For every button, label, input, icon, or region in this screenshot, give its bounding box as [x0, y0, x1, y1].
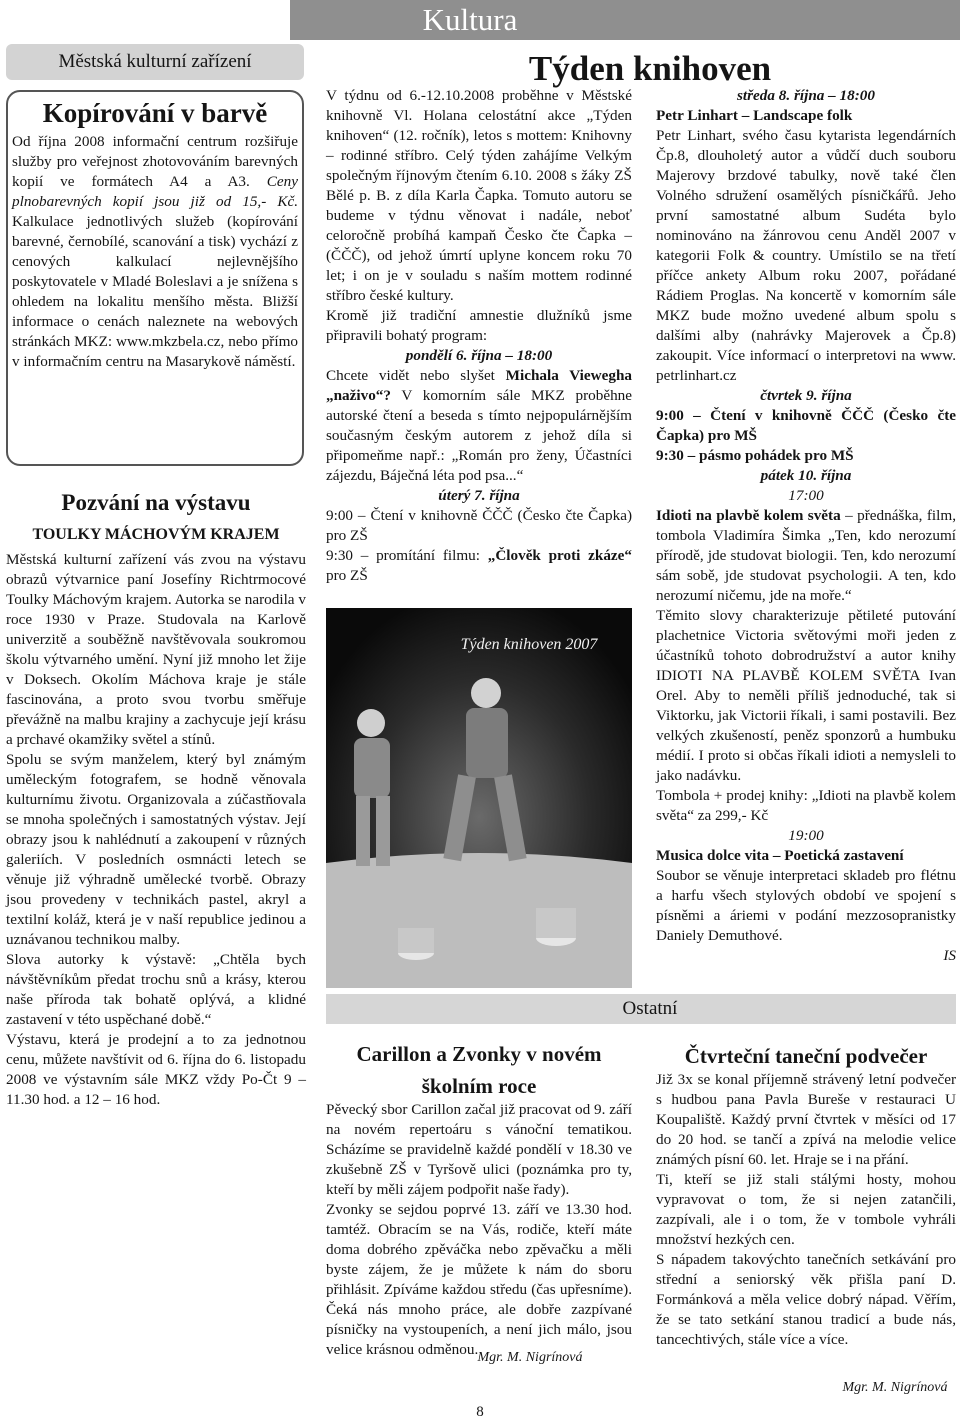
tyden-friday-time: 17:00 — [788, 487, 824, 504]
tyden-program-intro: Kromě již tradiční amnestie dlužníků jsme připravili bohatý program: — [326, 307, 632, 344]
tyden-monday-a: Chcete vidět nebo slyšet — [326, 367, 495, 384]
pozvani-p4: Výstavu, která je prodejní a to za jednotnou cenu, můžete navštívit od 6. října do 6. listopadu 2008 ve výstavním sále MKZ vždy Po-Čt 9 – 11.30 hod. a 12 – 16 hod. — [6, 1031, 306, 1108]
tyden-tuesday-film: „Člověk proti zkáze“ — [487, 547, 632, 564]
tyden-friday-text — [656, 506, 956, 606]
kopirovani-body — [12, 132, 298, 372]
tyden-monday-heading: pondělí 6. října – 18:00 — [405, 347, 553, 364]
tyden-signature: IS — [943, 947, 956, 964]
tyden-tuesday-heading: úterý 7. října — [438, 487, 520, 504]
tyden-tuesday-line2b: pro ZŠ — [326, 567, 368, 584]
ctvrtecni-text2: Ti, kteří se již stali stálými hosty, mohou vypravovat o tom, že si nejen zatančili, zazpívali, ale i o tom, že v tombole vyhráli množství hezkých cen. — [656, 1171, 956, 1248]
tyden-friday-time2: 19:00 — [788, 827, 824, 844]
tyden-friday-title: Idioti na plavbě kolem světa — [656, 507, 841, 524]
tyden-monday-guest: Michala Viewegha „naživo“? — [326, 367, 632, 404]
tyden-thursday-heading: čtvrtek 9. října — [760, 387, 852, 404]
kopirovani-p2: Kalkulace jednotlivých služeb (kopírování barevné, černobílé, scanování a tisk) vychází z cenových kalkulací nejlevnějšího poskytovatele v Mladé Boleslavi a je snížena s ohledem na lokalitu menšího města. Bližší informace o cenách naleznete na webových stránkách MKZ: www.mkzbela.cz, nebo přímo v informačním centru na Masarykově náměstí. — [12, 213, 298, 370]
tyden-intro: V týdnu od 6.-12.10.2008 proběhne v Městské knihovně Vl. Holana celostátní akce „Týden knihoven“ (12. ročník), letos s mottem: Knihovny – rodinné stříbro. Celý týden zahájíme Velkým společným říjnovým čtením 6.10. 2008 s žáky ZŠ Bělé p. B. z díla Karla Čapka. Tomuto autoru se budeme v týdnu věnovat i nadále, neboť celoročně probíhá kampaň Česko čte Čapka – (ČČČ), od jehož úmrtí uplyne koncem roku 70 let; i on je v souladu s naším mottem rodinné stříbro české kultury. — [326, 87, 632, 304]
tyden-monday-b: V komorním sále MKZ proběhne autorské čtení a beseda s tímto nejpopulárnějším současným českým autorem z jehož díla si připomeňme např.: „Román pro ženy, Účastníci zájezdu, Báječná léta pod psa...“ — [326, 387, 632, 484]
tyden-photo — [326, 608, 632, 988]
tyden-tuesday-line2 — [326, 546, 632, 586]
ctvrtecni-text3: S nápadem takovýchto tanečních setkávání pro střední a seniorský věk přišla paní D. Formánková a měla velice dobrý nápad. Věřím, že se tato setkání stanou tradicí a bude nás, tancechtivých, stále více a více. — [656, 1251, 956, 1348]
tyden-wednesday-heading: středa 8. října – 18:00 — [737, 87, 875, 104]
tyden-thursday-line1: 9:00 – Čtení v knihovně ČČČ (Česko čte Čapka) pro MŠ — [656, 407, 956, 444]
kopirovani-p1: Od října 2008 informační centrum rozšiřuje služby pro veřejnost zhotovováním barevných kopií ve formátech A4 a A3. — [12, 133, 298, 190]
tyden-friday-desc: – přednáška, film, tombola Vladimíra Šimka „Ten, kdo nerozumí přírodě, jde studovat biologii. Ten, kdo nerozumí sám sobě, jde studovat psychologii. A ten, kdo nerozumí ničemu, jde na moře.“ — [656, 507, 956, 604]
pozvani-title: Pozvání na výstavu — [61, 490, 251, 515]
ctvrtecni-body — [656, 1070, 956, 1350]
tyden-tuesday-line2a: 9:30 – promítání filmu: — [326, 547, 488, 564]
ctvrtecni-text: Již 3x se konal příjemně strávený letní podvečer s hudbou pana Pavla Bureše v restauraci U Koupaliště. Každý první čtvrtek v měsíci od 17 do 20 hod. se tančí a zpívá na melodie velice známých písní 60. let. Hraje se i na přání. — [656, 1071, 956, 1168]
tyden-monday-text — [326, 366, 632, 486]
ctvrtecni-title: Čtvrteční taneční podvečer — [684, 1044, 928, 1068]
left-column-header-label: Městská kulturní zařízení — [58, 51, 252, 72]
kopirovani-title: Kopírování v barvě — [42, 98, 268, 128]
carillon-title: Carillon a Zvonky v novém školním roce — [356, 1042, 602, 1098]
pozvani-p2: Spolu se svým manželem, který byl známým uměleckým fotografem, se hodně věnovala kulturnímu životu. Organizovala a zúčastňovala se mnoha společných i samostatných výstav. Její obrazy jsou k nahlédnutí a zakoupení v různých galeriích. V posledních osmnácti letech se věnuje již výhradně umělecké tvorbě. Obrazy jsou provedeny v technikách pastel, akryl a textilní koláž, která je v naší republice jedinou a uznávanou technikou malby. — [6, 751, 306, 948]
pozvani-p1: Městská kulturní zařízení vás zvou na výstavu obrazů výtvarnice paní Josefíny Richtrmocové Toulky Máchovým krajem. Autorka se narodila v roce 1930 v Praze. Studovala na Karlově univerzitě a souběžně navštěvovala soukromou školu výtvarného umění. Nyní již mnoho let žije v Doksech. Okolím Máchova kraje je stále fascinována, a proto svou tvorbu směřuje převážně na malbu krajiny a zachycuje její krásu a prchavé okamžiky světel a stínů. — [6, 551, 306, 748]
tyden-title: Týden knihoven — [528, 49, 772, 88]
carillon-text: Pěvecký sbor Carillon začal již pracovat od 9. září na novém repertoáru s vánoční tematikou. Scházíme se pravidelně každé pondělí v 18.30 ve zkušebně ZŠ v Tyršově ulici (poznámka pro ty, kteří by měli zájem podpořit naše řady). — [326, 1101, 632, 1198]
tyden-friday-text4: Soubor se věnuje interpretaci skladeb pro flétnu a harfu všech stylových období ve spojení s písněmi a áriemi v podání mezzosopranistky Daniely Demuthové. — [656, 867, 956, 944]
tyden-thursday-line2: 9:30 – pásmo pohádek pro MŠ — [656, 447, 854, 464]
photo-caption: Týden knihoven 2007 — [460, 636, 598, 653]
carillon-author: Mgr. M. Nigrínová — [477, 1350, 583, 1365]
pozvani-body — [6, 550, 306, 1110]
carillon-text2: Zvonky se sejdou poprvé 13. září ve 13.30 hod. tamtéž. Obracím se na Vás, rodiče, kteří máte doma dobrého zpěváčka nebo zpěvačku a měli byste zájem, že je můžete k nám do sboru přihlásit. Zpíváme každou středu (čas upřesníme). Čeká nás mnoho práce, ale dobře zazpívané písničky na vystoupeních, a není jich málo, jsou velice krásnou odměnou. — [326, 1201, 632, 1358]
section-header-bar — [290, 0, 960, 43]
left-column-header — [6, 44, 304, 80]
page-number: 8 — [476, 1404, 484, 1420]
ctvrtecni-author: Mgr. M. Nigrínová — [842, 1380, 948, 1395]
section-title: Kultura — [422, 2, 518, 37]
ostatni-label: Ostatní — [622, 998, 678, 1019]
pozvani-p3: Slova autorky k výstavě: „Chtěla bych návštěvníkům předat trochu snů a krásy, kterou naše příroda tak bohatě oplývá, a klidné zastavení v této uspěchané době.“ — [6, 951, 306, 1028]
tyden-tuesday-line1: 9:00 – Čtení v knihovně ČČČ (Česko čte Čapka) pro ZŠ — [326, 507, 632, 544]
kopirovani-price: Ceny plnobarevných kopií jsou již od 15,- Kč. — [12, 173, 298, 210]
tyden-wednesday-text: Petr Linhart, svého času kytarista legendárních Čp.8, dlouholetý autor a vůdčí duch souboru Majerovy brzdové tabulky, nově také člen Volného sdružení osamělých písničkářů. Jeho první samostatné album Sudéta bylo nominováno na žánrovou cenu Anděl 2007 v kategorii Folk & country. Umístilo se na třetí příčce ankety Album roku 2007, pořádané Rádiem Proglas. Na koncertě v komorním sále MKZ bude možno uvedené album spolu s dalšími alby (nahrávky Majerovek a Čp.8) zakoupit. Více informací o interpretovi na www. petrlinhart.cz — [656, 127, 956, 384]
tyden-wednesday-title: Petr Linhart – Landscape folk — [656, 107, 853, 124]
carillon-body — [326, 1100, 632, 1360]
pozvani-subtitle: TOULKY MÁCHOVÝM KRAJEM — [32, 526, 280, 543]
tyden-friday-text2: Těmito slovy charakterizuje pětileté putování plachetnice Victoria světovými moři jeden z účastníků tohoto dobrodružství a autor knihy IDIOTI NA PLAVBĚ KOLEM SVĚTA Ivan Orel. Aby to neměli příliš jednoduché, tak si Viktorku, jak Victorii říkali, i sami postavili. Bez velkých zkušeností, peněz sponzorů a humbuku médií. I proto si občas říkali idioti a nemysleli to jako nadávku. — [656, 607, 956, 784]
photo-illustration — [326, 608, 632, 988]
tyden-column-left — [326, 86, 632, 586]
tyden-friday-heading: pátek 10. října — [760, 467, 852, 484]
tyden-column-right — [656, 86, 956, 966]
tyden-friday-title2: Musica dolce vita – Poetická zastavení — [656, 847, 904, 864]
tyden-friday-text3: Tombola + prodej knihy: „Idioti na plavbě kolem světa“ za 299,- Kč — [656, 787, 956, 824]
